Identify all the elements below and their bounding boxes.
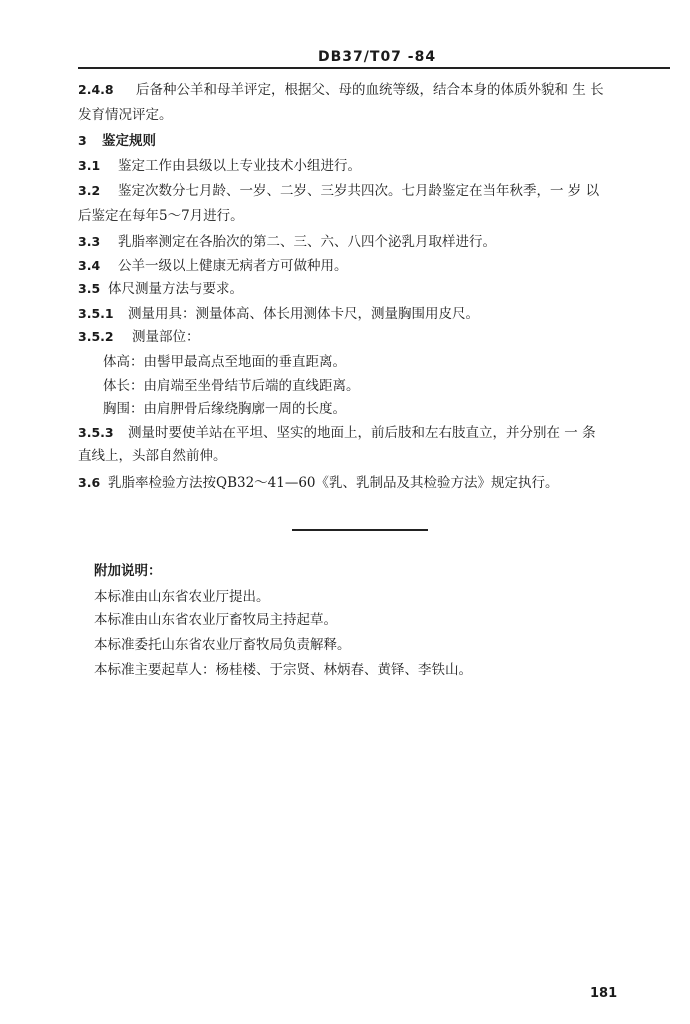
- clause-text: 鉴定工作由县级以上专业技术小组进行。: [118, 158, 361, 174]
- clause-number: 3.5.1: [78, 306, 114, 321]
- clause-text: 体尺测量方法与要求。: [108, 281, 243, 297]
- note-line: 本标准由山东省农业厅提出。: [94, 589, 270, 605]
- measure-text: 胸围：由肩胛骨后缘绕胸廓一周的长度。: [103, 401, 346, 417]
- clause-3-1: [78, 153, 361, 179]
- clause-text: 测量部位：: [132, 329, 200, 345]
- clause-text: 后备种公羊和母羊评定，根据父、母的血统等级，结合本身的体质外貌和 生 长: [136, 82, 604, 98]
- clause-text: 乳脂率测定在各胎次的第二、三、六、八四个泌乳月取样进行。: [118, 234, 496, 250]
- measure-text: 体高：由髻甲最高点至地面的垂直距离。: [103, 354, 346, 370]
- clause-text: 测量用具：测量体高、体长用测体卡尺，测量胸围用皮尺。: [128, 306, 479, 322]
- clause-text: 发育情况评定。: [78, 107, 173, 123]
- clause-number: 2.4.8: [78, 82, 114, 97]
- section-number: 3: [78, 133, 87, 148]
- clause-3-3: [78, 229, 496, 255]
- clause-number: 3.6: [78, 475, 101, 490]
- clause-3-2: [78, 178, 599, 204]
- clause-number: 3.5.3: [78, 425, 114, 440]
- section-title: 鉴定规则: [102, 133, 156, 149]
- section-3-heading: [78, 128, 156, 154]
- measure-height: [103, 349, 346, 375]
- measure-chest: [103, 396, 346, 422]
- header-rule: [78, 67, 670, 69]
- clause-text: 后鉴定在每年5～7月进行。: [78, 208, 244, 224]
- clause-text: 公羊一级以上健康无病者方可做种用。: [118, 258, 348, 274]
- clause-3-2-continued: [78, 203, 244, 229]
- page-number: 181: [590, 986, 618, 1001]
- clause-number: 3.3: [78, 234, 101, 249]
- clause-number: 3.4: [78, 258, 101, 273]
- clause-number: 3.2: [78, 183, 101, 198]
- measure-text: 体长：由肩端至坐骨结节后端的直线距离。: [103, 378, 360, 394]
- clause-number: 3.1: [78, 158, 101, 173]
- note-line: 本标准委托山东省农业厅畜牧局负责解释。: [94, 637, 351, 653]
- clause-3-5-2: [78, 324, 200, 350]
- clause-2-4-8: [78, 77, 604, 103]
- standard-code-header: DB37/T07 -84: [318, 49, 437, 65]
- clause-3-5-3-continued: [78, 443, 227, 469]
- clause-2-4-8-continued: [78, 102, 173, 128]
- clause-text: 测量时要使羊站在平坦、坚实的地面上，前后肢和左右肢直立，并分别在 一 条: [128, 425, 596, 441]
- clause-text: 乳脂率检验方法按QB32～41—60《乳、乳制品及其检验方法》规定执行。: [108, 475, 559, 491]
- clause-3-6: [78, 470, 559, 496]
- clause-text: 鉴定次数分七月龄、一岁、二岁、三岁共四次。七月龄鉴定在当年秋季，一 岁 以: [118, 183, 600, 199]
- clause-number: 3.5.2: [78, 329, 114, 344]
- clause-3-5: [78, 276, 243, 302]
- clause-number: 3.5: [78, 281, 101, 296]
- notes-title: 附加说明：: [94, 563, 162, 579]
- note-line: 本标准主要起草人：杨桂楼、于宗贤、林炳春、黄铎、李铁山。: [94, 662, 472, 678]
- section-divider: [292, 529, 428, 531]
- note-line: 本标准由山东省农业厅畜牧局主持起草。: [94, 612, 337, 628]
- clause-text: 直线上，头部自然前伸。: [78, 448, 227, 464]
